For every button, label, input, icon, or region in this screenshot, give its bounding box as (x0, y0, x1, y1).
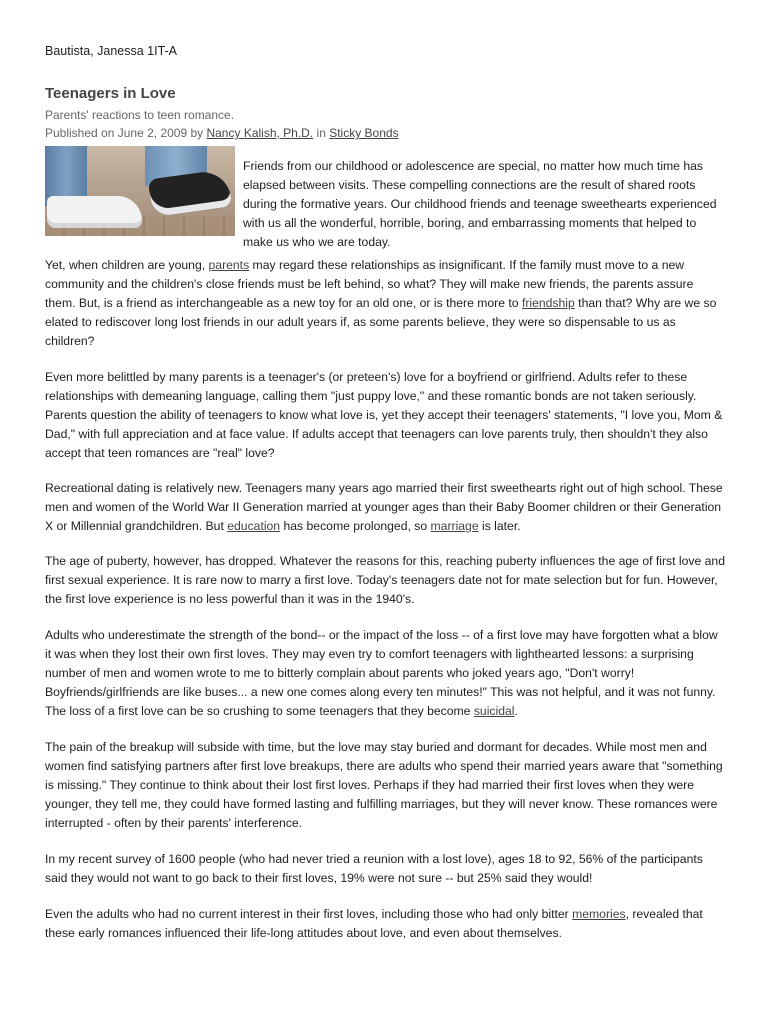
paragraph-8 (45, 850, 727, 888)
marriage-link[interactable]: marriage (430, 519, 479, 533)
education-link[interactable]: education (227, 519, 281, 533)
p4-text-c: is later. (478, 519, 521, 533)
p2-text-c: than that? Why are we so elated to rediscover long lost friends in our adult years if, as some parents believe, they were so dispensable to us as children? (45, 296, 717, 348)
paragraph-9 (45, 905, 727, 943)
paragraph-6 (45, 626, 727, 721)
article-subtitle: Parents' reactions to teen romance. (45, 108, 235, 122)
paragraph-5 (45, 552, 727, 609)
author-link[interactable]: Nancy Kalish, Ph.D. (206, 126, 314, 140)
p1-text-a: Friends from our (243, 159, 336, 174)
childhood-link[interactable]: childhood (335, 159, 388, 174)
paragraph-3 (45, 368, 727, 463)
p6-text-b: . (514, 704, 518, 718)
paragraph-1 (243, 157, 727, 252)
p8-text: In my recent survey of 1600 people (who had never tried a reunion with a lost love), ages 18 to 92, 56% of the participants said they would not want to go back to their first loves, 19% were not sure -- but 25% said they would! (45, 852, 703, 885)
paragraph-4 (45, 479, 727, 536)
adolescence-link[interactable]: adolescence (405, 159, 475, 174)
publication-line (45, 126, 399, 140)
paragraph-2 (45, 256, 727, 351)
p1-text-c: are special, no matter how much time has elapsed between visits. These compelling connections are the result of shared roots during the formative years. Our childhood friends and teenage sweethearts experienced with us all the wonderful, horrible, boring, and embarrassing moments that helped to make us who we are today. (243, 159, 717, 250)
p5-text: The age of puberty, however, has dropped. Whatever the reasons for this, reaching puberty influences the age of first love and first sexual experience. It is rare now to marry a first love. Today's teenagers date not for mate selection but for fun. However, the first love experience is no less powerful than it was in the 1940's. (45, 554, 725, 606)
p6-text-a: Adults who underestimate the strength of the bond-- or the impact of the loss -- of a first love may have forgotten what a blow it was when they lost their own first loves. They may even try to comfort teenagers with lighthearted lessons: a surprising number of men and women wrote to me to bitterly complain about parents who joked years ago, "Don't worry! Boyfriends/girlfriends are like buses... a new one comes along every ten minutes!" This was not helpful, and it was not funny. The loss of a first love can be so crushing to some teenagers that they become (45, 628, 718, 718)
friendship-link[interactable]: friendship (521, 296, 575, 310)
suicidal-link[interactable]: suicidal (473, 704, 515, 718)
article-title: Teenagers in Love (45, 85, 176, 102)
parents-link[interactable]: parents (208, 258, 250, 272)
paragraph-7 (45, 738, 727, 833)
p2-text-a: Yet, when children are young, (45, 258, 209, 272)
white-sneaker (47, 196, 142, 228)
p7-text: The pain of the breakup will subside with time, but the love may stay buried and dormant for decades. While most men and women find satisfying partners after first love breakups, there are adults who spend their married years aware that "something is missing." They continue to think about their lost first loves. Perhaps if they had married their first loves when they were younger, they tell me, they could have formed lasting and fulfilling marriages, but they will never know. These romances were interrupted - often by their parents' interference. (45, 740, 723, 830)
in-text: in (313, 126, 330, 140)
p9-text-b: , revealed that these early romances influenced their life-long attitudes about love, and even about themselves. (45, 907, 703, 940)
published-date-text: Published on June 2, 2009 by (45, 126, 207, 140)
p1-text-b: or (387, 159, 406, 174)
memories-link[interactable]: memories (572, 907, 626, 921)
sneakers-photo (45, 146, 235, 236)
blog-link[interactable]: Sticky Bonds (329, 126, 399, 140)
p2-text-b: may regard these relationships as insignificant. If the family must move to a new community and the children's close friends must be left behind, so what? They will make new friends, the parents assure them. But, is a friend as interchangeable as a new toy for an old one, or is there more to (45, 258, 694, 310)
student-name-line: Bautista, Janessa 1IT-A (45, 44, 178, 58)
p3-text: Even more belittled by many parents is a teenager's (or preteen's) love for a boyfriend or girlfriend. Adults refer to these relationships with demeaning language, calling them "just puppy love," and these romantic bonds are not taken seriously. Parents question the ability of teenagers to know what love is, yet they accept their teenagers' statements, "I love you, Mom & Dad," with full appreciation and at face value. If adults accept that teenagers can love parents truly, then shouldn't they also accept that teen romances are "real" love? (45, 370, 723, 460)
p4-text-b: has become prolonged, so (280, 519, 431, 533)
p9-text-a: Even the adults who had no current interest in their first loves, including those who had only bitter (45, 907, 573, 921)
p4-text-a: Recreational dating is relatively new. Teenagers many years ago married their first sweethearts right out of high school. These men and women of the World War II Generation married at younger ages than their Baby Boomer children or their Generation X or Millennial grandchildren. But (45, 481, 723, 533)
